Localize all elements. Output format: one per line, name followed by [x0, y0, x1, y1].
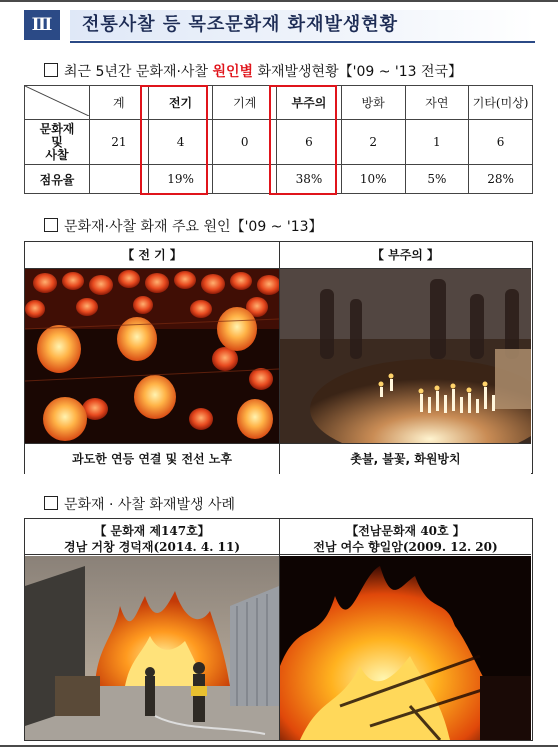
page-title: 전통사찰 등 목조문화재 화재발생현황: [70, 10, 535, 40]
table-cell: 1: [405, 120, 469, 165]
candle-photo: [280, 269, 531, 443]
candles-image: [280, 269, 531, 443]
table-header-row: [25, 86, 533, 120]
cause-caption-right: 촛불, 불꽃, 화원방치: [280, 443, 531, 474]
section2-title: 문화재·사찰 화재 주요 원인【'09 ~ '13】: [44, 216, 323, 236]
lanterns-image: [25, 269, 279, 443]
table-cell: 4: [148, 120, 213, 165]
table-cell: 6: [469, 120, 533, 165]
temple-fire-image: [280, 556, 531, 740]
col-header: 방화: [341, 86, 405, 120]
table-row: [25, 165, 533, 194]
bottom-border: [0, 745, 558, 747]
table-cell: 6: [277, 120, 342, 165]
top-border: [0, 0, 558, 2]
fire-cause-table: [24, 85, 533, 194]
col-header: 자연: [405, 86, 469, 120]
table-cell: 2: [341, 120, 405, 165]
section-header: [18, 8, 538, 42]
case-photo-grid: [24, 518, 533, 741]
cause-caption-left: 과도한 연등 연결 및 전선 노후: [25, 443, 279, 474]
table-cell: 38%: [277, 165, 342, 194]
diagonal-line: [25, 86, 89, 116]
case-head-left: 【 문화재 제147호】 경남 거창 경덕재(2014. 4. 11): [25, 519, 279, 555]
col-header: 전기: [148, 86, 213, 120]
section3-title: 문화재 · 사찰 화재발생 사례: [44, 494, 235, 514]
table-cell: 21: [90, 120, 149, 165]
row-label: 문화재 및 사찰: [25, 120, 90, 165]
temple-fire-photo: [280, 556, 531, 740]
section-number: Ⅲ: [24, 10, 60, 40]
row-label: 점유율: [25, 165, 90, 194]
col-header: 기타(미상): [469, 86, 533, 120]
table-cell: 0: [213, 120, 277, 165]
table-row: [25, 120, 533, 165]
corner-cell: [25, 86, 90, 120]
building-fire-photo: [25, 556, 279, 740]
checkbox-bullet-icon: [44, 63, 58, 77]
table-cell: 28%: [469, 165, 533, 194]
checkbox-bullet-icon: [44, 218, 58, 232]
cause-head-left: 【 전 기 】: [25, 242, 279, 269]
highlight-text: 원인별: [212, 64, 254, 80]
case-head-right: 【전남문화재 40호 】 전남 여수 향일암(2009. 12. 20): [280, 519, 531, 555]
col-header: 기계: [213, 86, 277, 120]
col-header: 부주의: [277, 86, 342, 120]
table-cell: [213, 165, 277, 194]
title-underline: [70, 41, 535, 43]
col-header: 계: [90, 86, 149, 120]
table-cell: 19%: [148, 165, 213, 194]
section1-title: 최근 5년간 문화재·사찰 원인별 화재발생현황【'09 ~ '13 전국】: [44, 61, 462, 81]
building-fire-image: [25, 556, 279, 740]
table-cell: 10%: [341, 165, 405, 194]
table-cell: 5%: [405, 165, 469, 194]
lantern-photo: [25, 269, 279, 443]
cause-photo-grid: [24, 241, 533, 474]
checkbox-bullet-icon: [44, 496, 58, 510]
cause-head-right: 【 부주의 】: [280, 242, 531, 269]
table-cell: [90, 165, 149, 194]
